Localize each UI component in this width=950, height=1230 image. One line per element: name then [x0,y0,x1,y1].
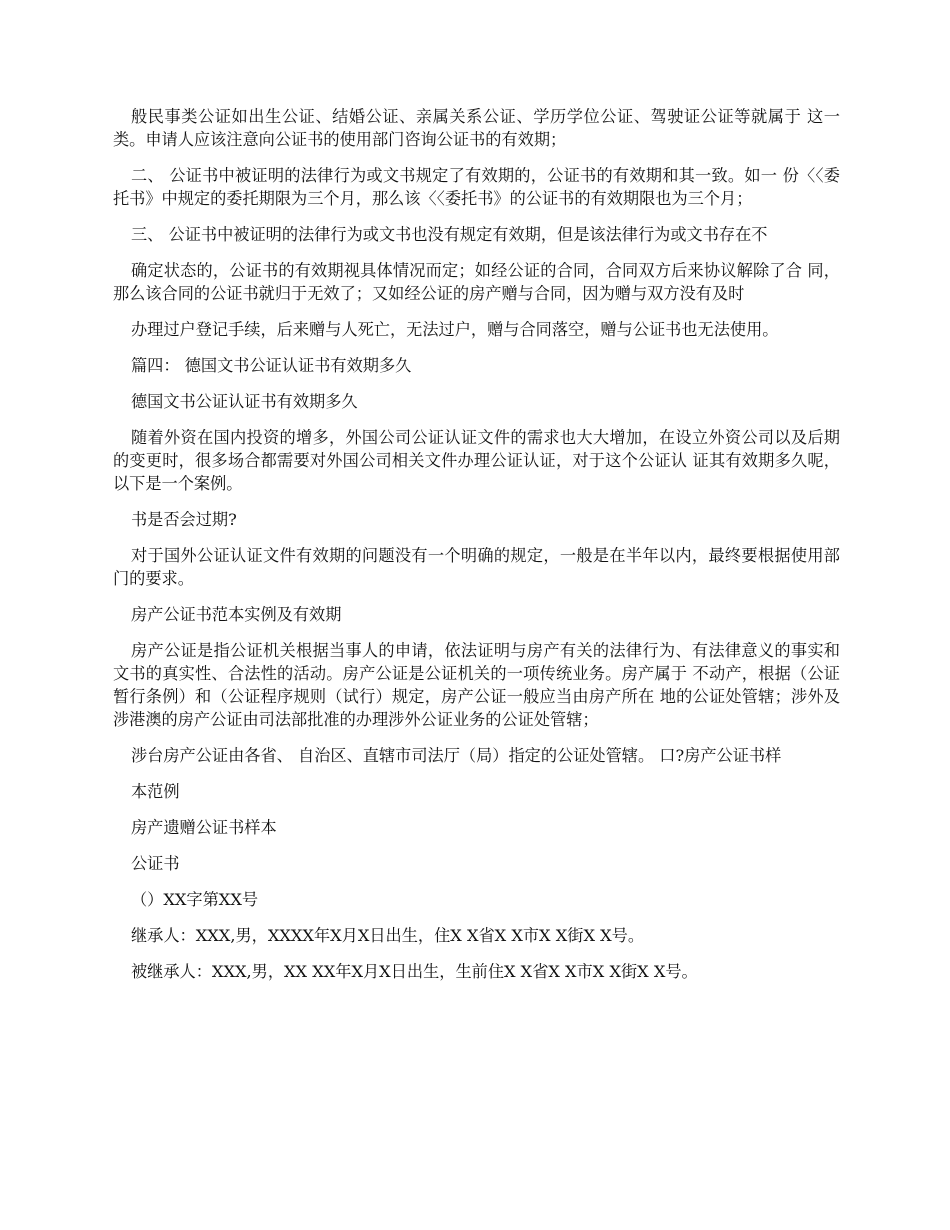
paragraph: 确定状态的，公证书的有效期视具体情况而定；如经公证的合同，合同双方后来协议解除了合 同，那么该合同的公证书就归于无效了；又如经公证的房产赠与合同，因为赠与双方没有及时 [113,261,840,303]
certificate-number: （）XX字第XX号 [131,890,259,909]
heir-info: 继承人：XXX,男，XXXX年X月X日出生，住X X省X X市X X街X X号。 [131,926,645,945]
paragraph: 三、 公证书中被证明的法律行为或文书也没有规定有效期，但是该法律行为或文书存在不 [131,225,768,244]
paragraph: 涉台房产公证由各省、 自治区、直辖市司法厅（局）指定的公证处管辖。 口?房产公证书样 [131,746,782,765]
paragraph: 书是否会过期? [131,510,237,529]
section-heading: 篇四： 德国文书公证认证书有效期多久 [131,356,412,375]
paragraph: 般民事类公证如出生公证、结婚公证、亲属关系公证、学历学位公证、驾驶证公证等就属于 这一类。申请人应该注意向公证书的使用部门咨询公证书的有效期； [113,107,840,149]
sample-title: 房产遗赠公证书样本 [131,818,277,837]
decedent-info: 被继承人：XXX,男，XX XX年X月X日出生，生前住X X省X X市X X街X X号。 [131,962,698,981]
section-title: 德国文书公证认证书有效期多久 [131,392,358,411]
certificate-title: 公证书 [131,854,180,873]
paragraph: 房产公证是指公证机关根据当事人的申请，依法证明与房产有关的法律行为、有法律意义的事实和文书的真实性、合法性的活动。房产公证是公证机关的一项传统业务。房产属于 不动产，根据（公证暂行条例）和（公证程序规则（试行）规定，房产公证一般应当由房产所在 地的公证处管辖；涉外及涉港澳的房产公证由司法部批准的办理涉外公证业务的公证处管辖； [113,641,840,729]
section-title: 房产公证书范本实例及有效期 [131,605,342,624]
paragraph: 二、 公证书中被证明的法律行为或文书规定了有效期的，公证书的有效期和其一致。如一 份〈〈委托书》中规定的委托期限为三个月，那么该〈〈委托书》的公证书的有效期限也为三个月； [113,166,840,208]
paragraph: 办理过户登记手续，后来赠与人死亡，无法过户，赠与合同落空，赠与公证书也无法使用。 [131,320,779,339]
paragraph: 随着外资在国内投资的增多，外国公司公证认证文件的需求也大大增加，在设立外资公司以及后期的变更时，很多场合都需要对外国公司相关文件办理公证认证，对于这个公证认 证其有效期多久呢，以下是一个案例。 [113,428,840,493]
paragraph: 本范例 [131,782,180,801]
document-body [113,105,840,996]
paragraph: 对于国外公证认证文件有效期的问题没有一个明确的规定，一般是在半年以内，最终要根据使用部门的要求。 [113,546,840,588]
